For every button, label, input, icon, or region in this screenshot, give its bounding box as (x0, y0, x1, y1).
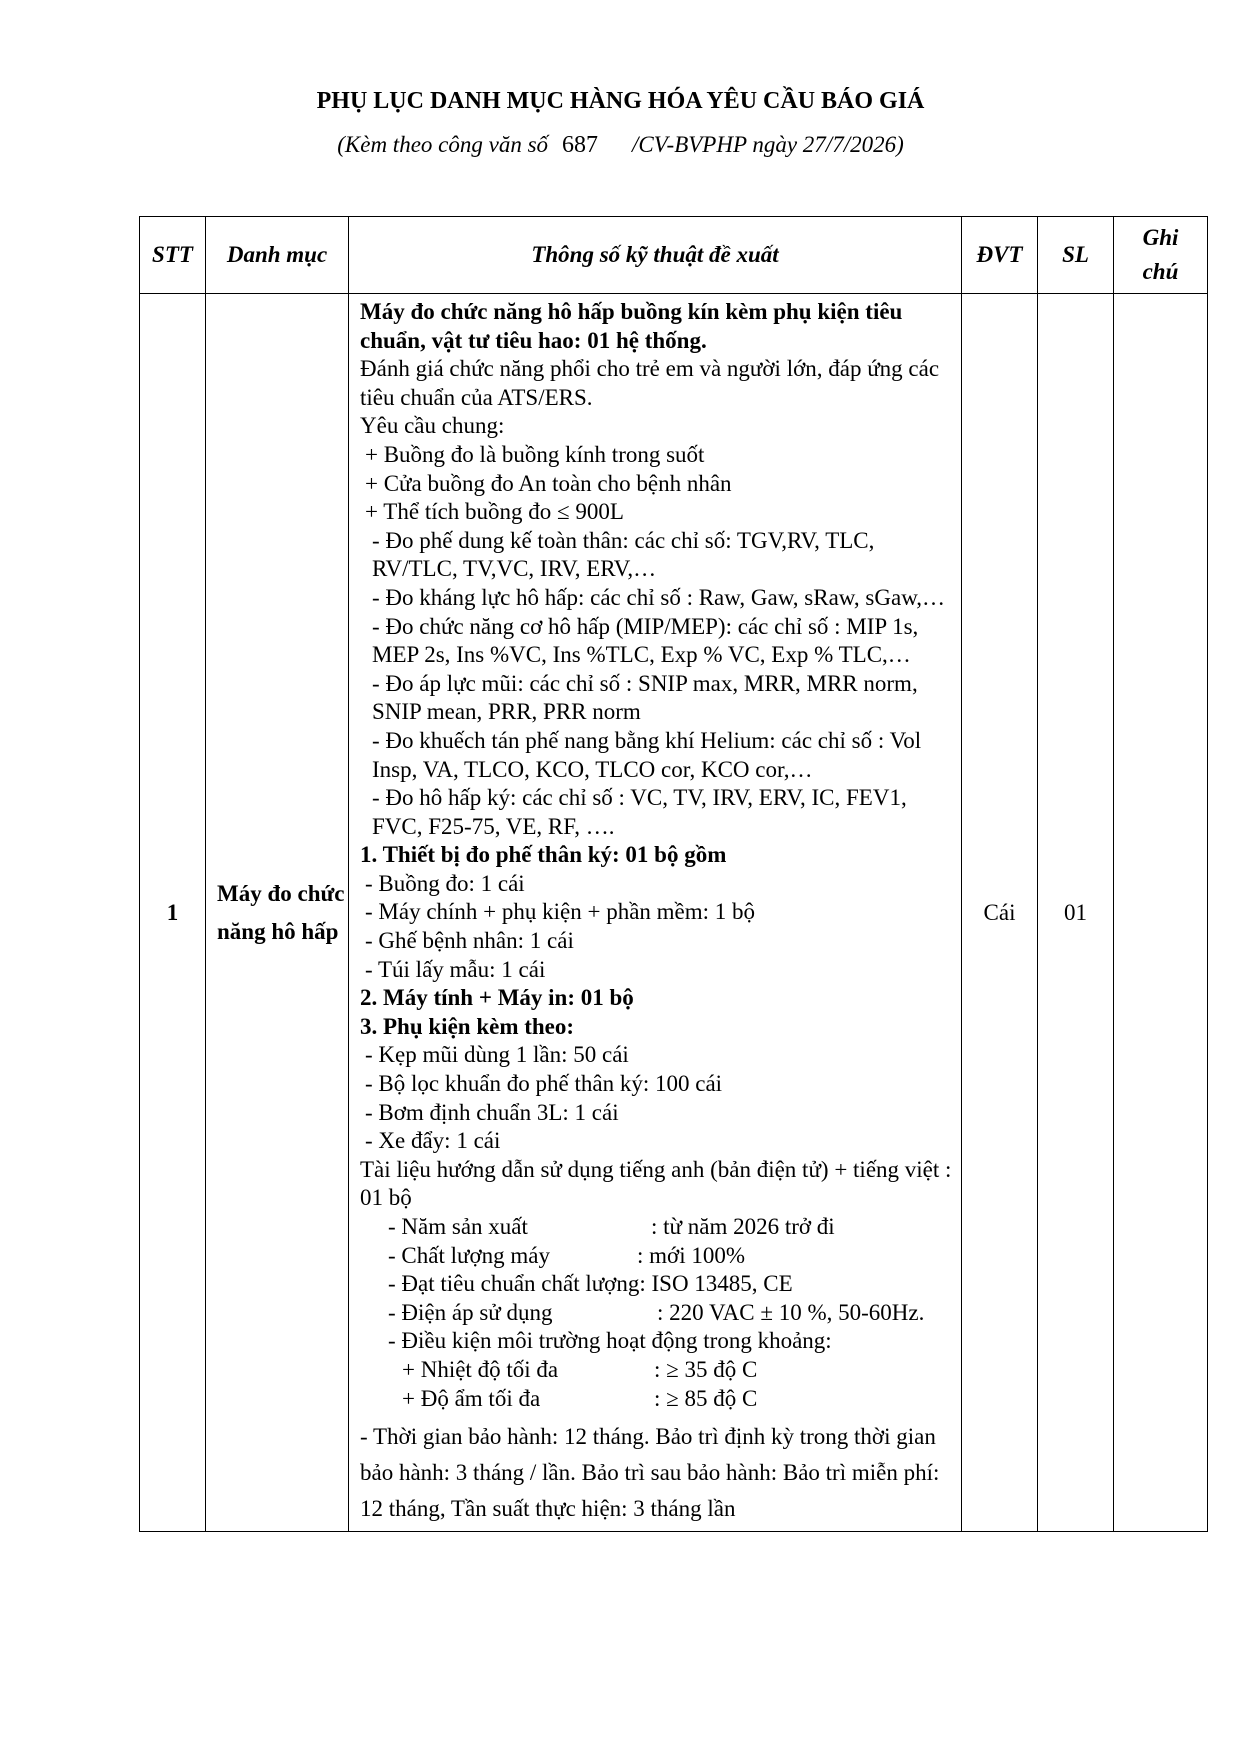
document-title: PHỤ LỤC DANH MỤC HÀNG HÓA YÊU CẦU BÁO GIÁ (316, 88, 925, 114)
subtitle-prefix: (Kèm theo công văn số (337, 132, 549, 157)
param-label: - Chất lượng máy (388, 1242, 550, 1268)
spec-measure-item: - Đo áp lực mũi: các chỉ số : SNIP max, MRR, MRR norm, SNIP mean, PRR, PRR norm (372, 670, 918, 725)
param-value: : ≥ 35 độ C (654, 1356, 758, 1382)
param-value: : 220 VAC ± 10 %, 50-60Hz. (657, 1299, 925, 1325)
spec-section3-item: - Bộ lọc khuẩn đo phế thân ký: 100 cái (365, 1071, 723, 1097)
spec-section3-item: - Kẹp mũi dùng 1 lần: 50 cái (365, 1042, 629, 1068)
spec-measure-item: - Đo khuếch tán phế nang bằng khí Helium: các chỉ số : Vol Insp, VA, TLCO, KCO, TLCO cor, KCO cor,… (372, 727, 922, 782)
spec-section3-title: 3. Phụ kiện kèm theo: (360, 1013, 575, 1039)
table-header-row (140, 217, 1208, 294)
cell-dvt: Cái (962, 294, 1038, 1532)
param-label: - Điện áp sử dụng (388, 1299, 553, 1325)
cell-spec (349, 294, 962, 1532)
col-header-danh-muc: Danh mục (206, 217, 349, 294)
spec-section3-item: - Xe đẩy: 1 cái (365, 1128, 501, 1154)
col-header-ghi-chu: Ghi chú (1114, 217, 1208, 294)
param-label: + Độ ẩm tối đa (402, 1385, 541, 1411)
goods-table (139, 216, 1208, 1532)
spec-param-env: - Điều kiện môi trường hoạt động trong khoảng: (388, 1328, 832, 1354)
param-label: - Năm sản xuất (388, 1214, 528, 1239)
param-value: : từ năm 2026 trở đi (651, 1214, 835, 1239)
spec-section1-item: - Buồng đo: 1 cái (365, 870, 525, 896)
spec-manual: Tài liệu hướng dẫn sử dụng tiếng anh (bản điện tử) + tiếng việt : 01 bộ (360, 1156, 952, 1211)
document-number: 687 (562, 132, 599, 158)
spec-section3-item: - Bơm định chuẩn 3L: 1 cái (365, 1099, 619, 1125)
spec-section2-title: 2. Máy tính + Máy in: 01 bộ (360, 985, 634, 1011)
spec-measure-item: - Đo kháng lực hô hấp: các chỉ số : Raw, Gaw, sRaw, sGaw,… (372, 584, 946, 610)
spec-measure-item: - Đo phế dung kế toàn thân: các chỉ số: TGV,RV, TLC, RV/TLC, TV,VC, IRV, ERV,… (372, 527, 875, 582)
param-value: : ≥ 85 độ C (654, 1385, 758, 1411)
spec-section1-item: - Ghế bệnh nhân: 1 cái (365, 928, 574, 954)
spec-general-item: + Cửa buồng đo An toàn cho bệnh nhân (365, 470, 732, 496)
spec-general-item: + Thể tích buồng đo ≤ 900L (365, 499, 624, 525)
param-value: : mới 100% (637, 1242, 745, 1268)
spec-param-year (360, 1213, 953, 1242)
spec-measure-item: - Đo chức năng cơ hô hấp (MIP/MEP): các chỉ số : MIP 1s, MEP 2s, Ins %VC, Ins %TLC, Exp % VC, Exp % TLC,… (372, 613, 919, 668)
spec-param-standard: - Đạt tiêu chuẩn chất lượng: ISO 13485, CE (388, 1271, 793, 1297)
spec-section1-item: - Túi lấy mẫu: 1 cái (365, 956, 546, 982)
spec-warranty: - Thời gian bảo hành: 12 tháng. Bảo trì định kỳ trong thời gian bảo hành: 3 tháng / lần. Bảo trì sau bảo hành: Bảo trì miễn phí: 12 tháng, Tần suất thực hiện: 3 tháng lần (360, 1424, 940, 1522)
spec-param-quality (360, 1242, 953, 1271)
spec-param-voltage (360, 1299, 953, 1328)
spec-param-temp (360, 1356, 953, 1385)
col-header-sl: SL (1038, 217, 1114, 294)
spec-measure-item: - Đo hô hấp ký: các chỉ số : VC, TV, IRV, ERV, IC, FEV1, FVC, F25-75, VE, RF, …. (372, 785, 907, 839)
spec-general-label: Yêu cầu chung: (360, 413, 505, 439)
param-label: + Nhiệt độ tối đa (402, 1356, 559, 1382)
subtitle-suffix: /CV-BVPHP ngày 27/7/2026) (632, 132, 904, 157)
spec-heading: Máy đo chức năng hô hấp buồng kín kèm phụ kiện tiêu chuẩn, vật tư tiêu hao: 01 hệ thống. (360, 299, 903, 353)
table-row (140, 294, 1208, 1532)
cell-stt: 1 (140, 294, 206, 1532)
col-header-stt: STT (140, 217, 206, 294)
spec-section1-title: 1. Thiết bị đo phế thân ký: 01 bộ gồm (360, 842, 727, 868)
col-header-dvt: ĐVT (962, 217, 1038, 294)
cell-danh-muc: Máy đo chức năng hô hấp (206, 294, 349, 1532)
spec-general-item: + Buồng đo là buồng kính trong suốt (365, 441, 705, 467)
spec-intro: Đánh giá chức năng phổi cho trẻ em và người lớn, đáp ứng các tiêu chuẩn của ATS/ERS. (360, 356, 940, 410)
document-subtitle (0, 132, 1241, 159)
spec-param-humidity (360, 1385, 953, 1414)
spec-section1-item: - Máy chính + phụ kiện + phần mềm: 1 bộ (365, 899, 756, 925)
col-header-thong-so: Thông số kỹ thuật đề xuất (349, 217, 962, 294)
cell-sl: 01 (1038, 294, 1114, 1532)
cell-ghi-chu (1114, 294, 1208, 1532)
